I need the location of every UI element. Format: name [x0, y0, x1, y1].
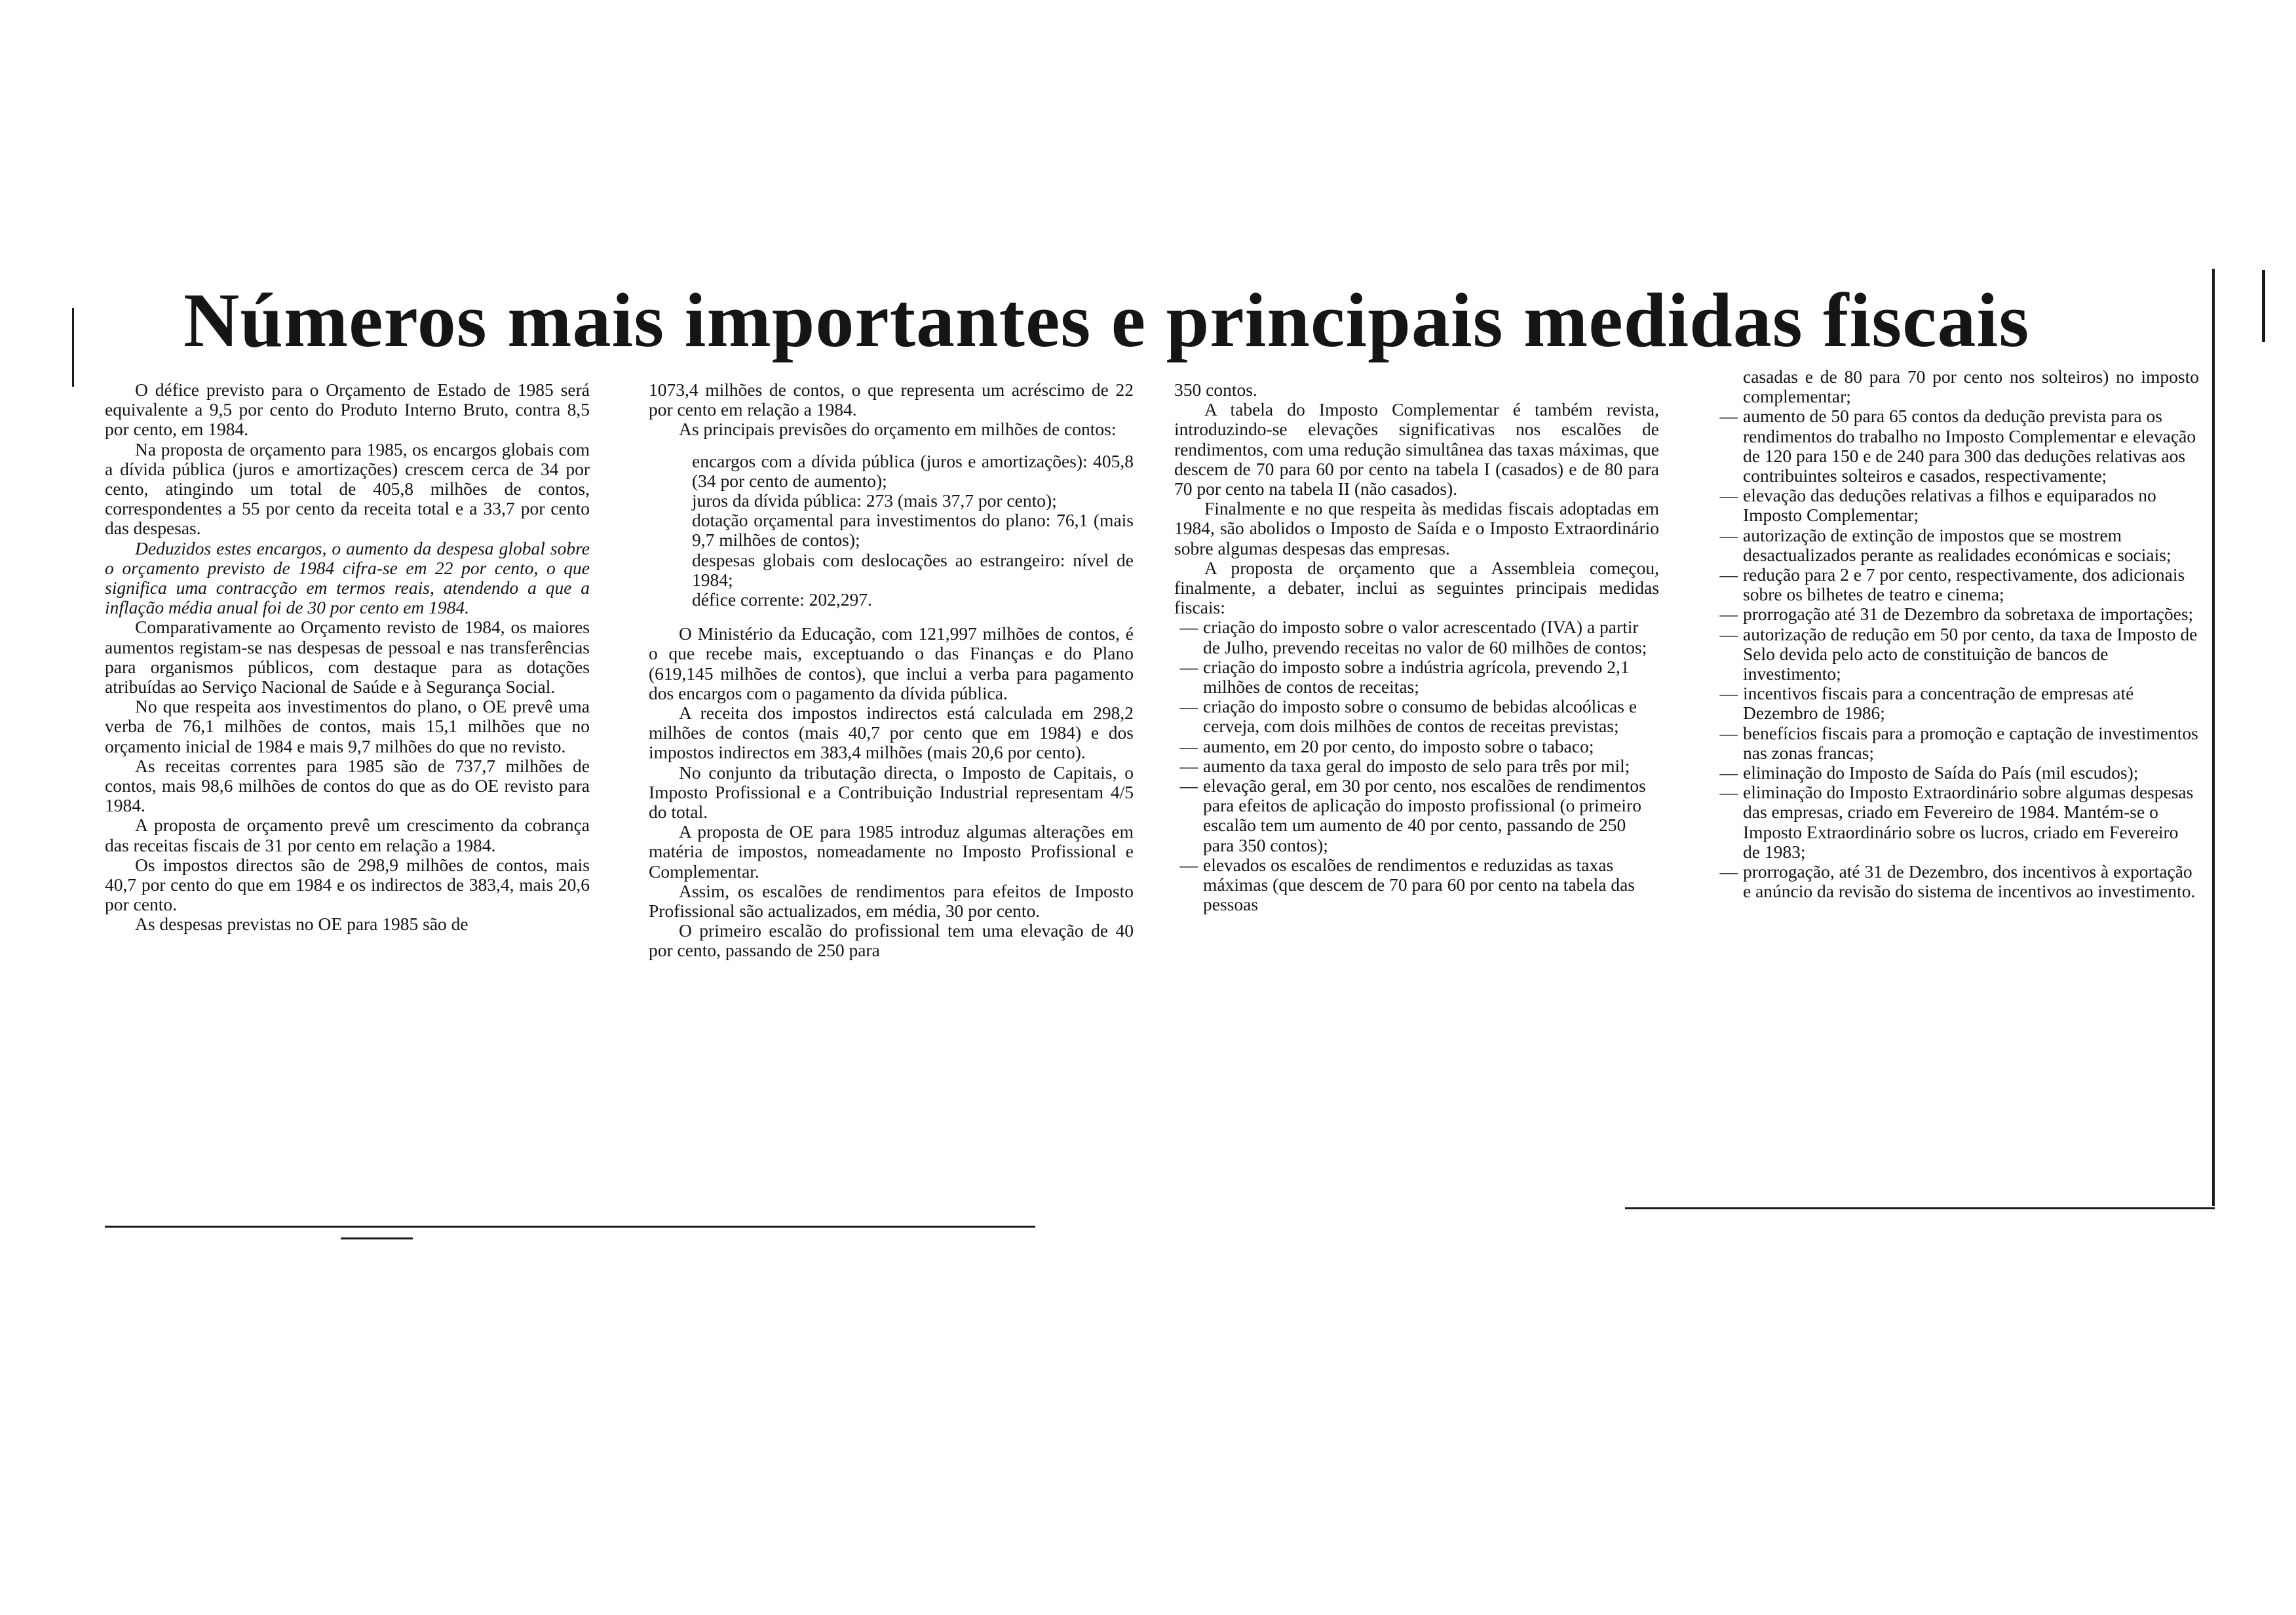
- measure-text: prorrogação, até 31 de Dezembro, dos incentivos à exportação e anúncio da revisão do sistema de incentivos ao investimento.: [1743, 861, 2196, 902]
- measure-text: benefícios fiscais para a promoção e captação de investimentos nas zonas francas;: [1743, 722, 2198, 763]
- dash-marker: —: [1719, 485, 1738, 506]
- measure-text: redução para 2 e 7 por cento, respectivamente, dos adicionais sobre os bilhetes de teatro e cinema;: [1743, 564, 2185, 605]
- scan-mark-left: [72, 308, 74, 387]
- measure-text: elevação das deduções relativas a filhos e equiparados no Imposto Complementar;: [1743, 485, 2156, 526]
- paragraph: O défice previsto para o Orçamento de Estado de 1985 será equivalente a 9,5 por cento do Produto Interno Bruto, contra 8,5 por cento, em 1984.: [105, 380, 590, 440]
- bottom-rule-right: [1625, 1207, 2215, 1209]
- dash-marker: —: [1719, 861, 1738, 882]
- list-item: [1714, 862, 2199, 901]
- forecast-item: encargos com a dívida pública (juros e amortizações): 405,8 (34 por cento de aumento);: [692, 450, 1134, 491]
- forecast-item: juros da dívida pública: 273 (mais 37,7 por cento);: [692, 490, 1057, 511]
- paragraph: Na proposta de orçamento para 1985, os encargos globais com a dívida pública (juros e amortizações) crescem cerca de 34 por cento, atingindo um total de 405,8 milhões de contos, correspondentes a 55 por cento da receita total e a 33,7 por cento das despesas.: [105, 438, 590, 539]
- paragraph: Assim, os escalões de rendimentos para efeitos de Imposto Profissional são actualizados, em média, 30 por cento.: [649, 880, 1134, 922]
- article-column-1: [105, 380, 590, 1154]
- list-item: [1714, 763, 2199, 783]
- forecast-item: défice corrente: 202,297.: [692, 589, 872, 610]
- list-item: [1714, 684, 2199, 723]
- list-item: [1714, 565, 2199, 604]
- forecast-list: [649, 452, 1134, 610]
- list-item: [1714, 625, 2199, 684]
- dash-marker: —: [1719, 722, 1738, 743]
- clipping-edge-rule: [2212, 269, 2215, 1206]
- paragraph: As principais previsões do orçamento em milhões de contos:: [679, 419, 1117, 440]
- bottom-rule-left: [105, 1226, 1035, 1228]
- paragraph: No conjunto da tributação directa, o Imposto de Capitais, o Imposto Profissional e a Contribuição Industrial representam 4/5 do total.: [649, 762, 1134, 823]
- paragraph: Comparativamente ao Orçamento revisto de 1984, os maiores aumentos registam-se nas despesas de pessoal e nas transferências para organismos públicos, com destaque para as dotações atribuídas ao Serviço Nacional de Saúde e à Segurança Social.: [105, 617, 590, 697]
- dash-marker: —: [1719, 406, 1738, 427]
- paragraph: casadas e de 80 para 70 por cento nos solteiros) no imposto complementar;: [1743, 367, 2199, 407]
- measure-text: criação do imposto sobre o valor acrescentado (IVA) a partir de Julho, prevendo receitas no valor de 60 milhões de contos;: [1203, 617, 1647, 657]
- paragraph: No que respeita aos investimentos do plano, o OE prevê uma verba de 76,1 milhões de contos, mais 15,1 milhões que no orçamento inicial de 1984 e mais 9,7 milhões do que no revisto.: [105, 696, 590, 756]
- measure-text: autorização de extinção de impostos que se mostrem desactualizados perante as realidades económicas e sociais;: [1743, 524, 2172, 565]
- paragraph: A proposta de orçamento prevê um crescimento da cobrança das receitas fiscais de 31 por cento em relação a 1984.: [105, 815, 590, 855]
- dash-marker: —: [1719, 564, 1738, 585]
- measure-text: aumento da taxa geral do imposto de selo para três por mil;: [1203, 755, 1630, 776]
- dash-marker: —: [1179, 775, 1198, 796]
- paragraph: Finalmente e no que respeita às medidas fiscais adoptadas em 1984, são abolidos o Imposto de Saída e o Imposto Extraordinário sobre algumas despesas das empresas.: [1174, 498, 1659, 558]
- list-item: [1714, 724, 2199, 763]
- italic-paragraph: Deduzidos estes encargos, o aumento da despesa global sobre o orçamento previsto de 1984 cifra-se em 22 por cento, o que significa uma contracção em termos reais, atendendo a que a inflação média anual foi de 30 por cento em 1984.: [105, 537, 590, 618]
- measure-text: prorrogação até 31 de Dezembro da sobretaxa de importações;: [1743, 604, 2194, 625]
- article-column-4: [1714, 367, 2199, 1140]
- dash-marker: —: [1179, 735, 1198, 756]
- measure-text: eliminação do Imposto Extraordinário sobre algumas despesas das empresas, criado em Fevereiro de 1984. Mantém-se o Imposto Extraordinário sobre os lucros, criado em Fevereiro de 1983;: [1743, 782, 2194, 862]
- article-column-2: [649, 380, 1134, 1154]
- list-item: [1714, 604, 2199, 624]
- measure-text: elevação geral, em 30 por cento, nos escalões de rendimentos para efeitos de aplicação do imposto profissional (o primeiro escalão tem um aumento de 40 por cento, passando de 250 para 350 contos);: [1203, 775, 1646, 855]
- measure-text: incentivos fiscais para a concentração de empresas até Dezembro de 1986;: [1743, 683, 2134, 724]
- list-item: [1174, 855, 1659, 915]
- forecast-item: despesas globais com deslocações ao estrangeiro: nível de 1984;: [692, 549, 1134, 590]
- measure-text: aumento, em 20 por cento, do imposto sobre o tabaco;: [1203, 735, 1594, 756]
- list-item: [1714, 486, 2199, 525]
- list-item: [1174, 697, 1659, 736]
- paragraph: A tabela do Imposto Complementar é também revista, introduzindo-se elevações significativas nos escalões de rendimentos, com uma redução simultânea das taxas máximas, que descem de 70 para 60 por cento na tabela I (casados) e de 80 para 70 por cento na tabela II (não casados).: [1174, 399, 1659, 499]
- scan-edge-mark: [2262, 270, 2265, 342]
- list-item: [1714, 526, 2199, 565]
- dash-marker: —: [1719, 683, 1738, 704]
- paragraph: 350 contos.: [1174, 380, 1257, 400]
- list-item: [1714, 406, 2199, 486]
- measure-text: criação do imposto sobre a indústria agrícola, prevendo 2,1 milhões de contos de receitas;: [1203, 656, 1630, 697]
- measure-text: criação do imposto sobre o consumo de bebidas alcoólicas e cerveja, com dois milhões de contos de receitas previstas;: [1203, 696, 1637, 737]
- dash-marker: —: [1179, 617, 1198, 638]
- dash-marker: —: [1179, 696, 1198, 717]
- paragraph: O primeiro escalão do profissional tem uma elevação de 40 por cento, passando de 250 para: [649, 920, 1134, 961]
- dash-marker: —: [1719, 782, 1738, 803]
- list-item: [1174, 776, 1659, 855]
- newspaper-clipping: [105, 256, 2241, 1239]
- article-column-3: [1174, 380, 1659, 1154]
- fiscal-measures-list-continued: [1714, 406, 2199, 901]
- scan-mark-bottom: [341, 1237, 413, 1239]
- dash-marker: —: [1179, 854, 1198, 875]
- measure-text: autorização de redução em 50 por cento, da taxa de Imposto de Selo devida pelo acto de constituição de bancos de investimento;: [1743, 623, 2198, 684]
- dash-marker: —: [1179, 656, 1198, 677]
- dash-marker: —: [1719, 762, 1738, 783]
- dash-marker: —: [1719, 623, 1738, 644]
- measure-text: elevados os escalões de rendimentos e reduzidas as taxas máximas (que descem de 70 para 60 por cento na tabela das pessoas: [1203, 854, 1635, 915]
- list-item: [1174, 657, 1659, 697]
- paragraph: A proposta de OE para 1985 introduz algumas alterações em matéria de impostos, nomeadamente no Imposto Profissional e Complementar.: [649, 821, 1134, 882]
- paragraph: A proposta de orçamento que a Assembleia começou, finalmente, a debater, inclui as seguintes principais medidas fiscais:: [1174, 557, 1659, 618]
- paragraph: 1073,4 milhões de contos, o que representa um acréscimo de 22 por cento em relação a 1984.: [649, 380, 1134, 420]
- forecast-item: dotação orçamental para investimentos do plano: 76,1 (mais 9,7 milhões de contos);: [692, 510, 1134, 551]
- dash-marker: —: [1179, 755, 1198, 776]
- measure-text: eliminação do Imposto de Saída do País (mil escudos);: [1743, 762, 2139, 783]
- article-headline: Números mais importantes e principais medidas fiscais: [183, 277, 2030, 363]
- paragraph: O Ministério da Educação, com 121,997 milhões de contos, é o que recebe mais, exceptuando o das Finanças e do Plano (619,145 milhões de contos), que inclui a verba para pagamento dos encargos com o pagamento da dívida pública.: [649, 623, 1134, 703]
- fiscal-measures-list: [1174, 617, 1659, 914]
- paragraph: A receita dos impostos indirectos está calculada em 298,2 milhões de contos (mais 40,7 por cento que em 1984) e dos impostos indirectos em 383,4 milhões (mais 20,6 por cento).: [649, 703, 1134, 763]
- list-item: [1714, 783, 2199, 862]
- dash-marker: —: [1719, 524, 1738, 545]
- paragraph: Os impostos directos são de 298,9 milhões de contos, mais 40,7 por cento do que em 1984 e os indirectos de 383,4, mais 20,6 por cento.: [105, 854, 590, 915]
- list-item: [1174, 756, 1659, 776]
- list-item: [1174, 737, 1659, 756]
- measure-text: aumento de 50 para 65 contos da dedução prevista para os rendimentos do trabalho no Imposto Complementar e elevação de 120 para 150 e de 240 para 300 das deduções relativas aos contribuintes solteiros e casados, respectivamente;: [1743, 406, 2196, 486]
- paragraph: As despesas previstas no OE para 1985 são de: [135, 914, 469, 935]
- list-item: [1174, 617, 1659, 657]
- dash-marker: —: [1719, 604, 1738, 625]
- paragraph: As receitas correntes para 1985 são de 737,7 milhões de contos, mais 98,6 milhões de contos do que as do OE revisto para 1984.: [105, 755, 590, 816]
